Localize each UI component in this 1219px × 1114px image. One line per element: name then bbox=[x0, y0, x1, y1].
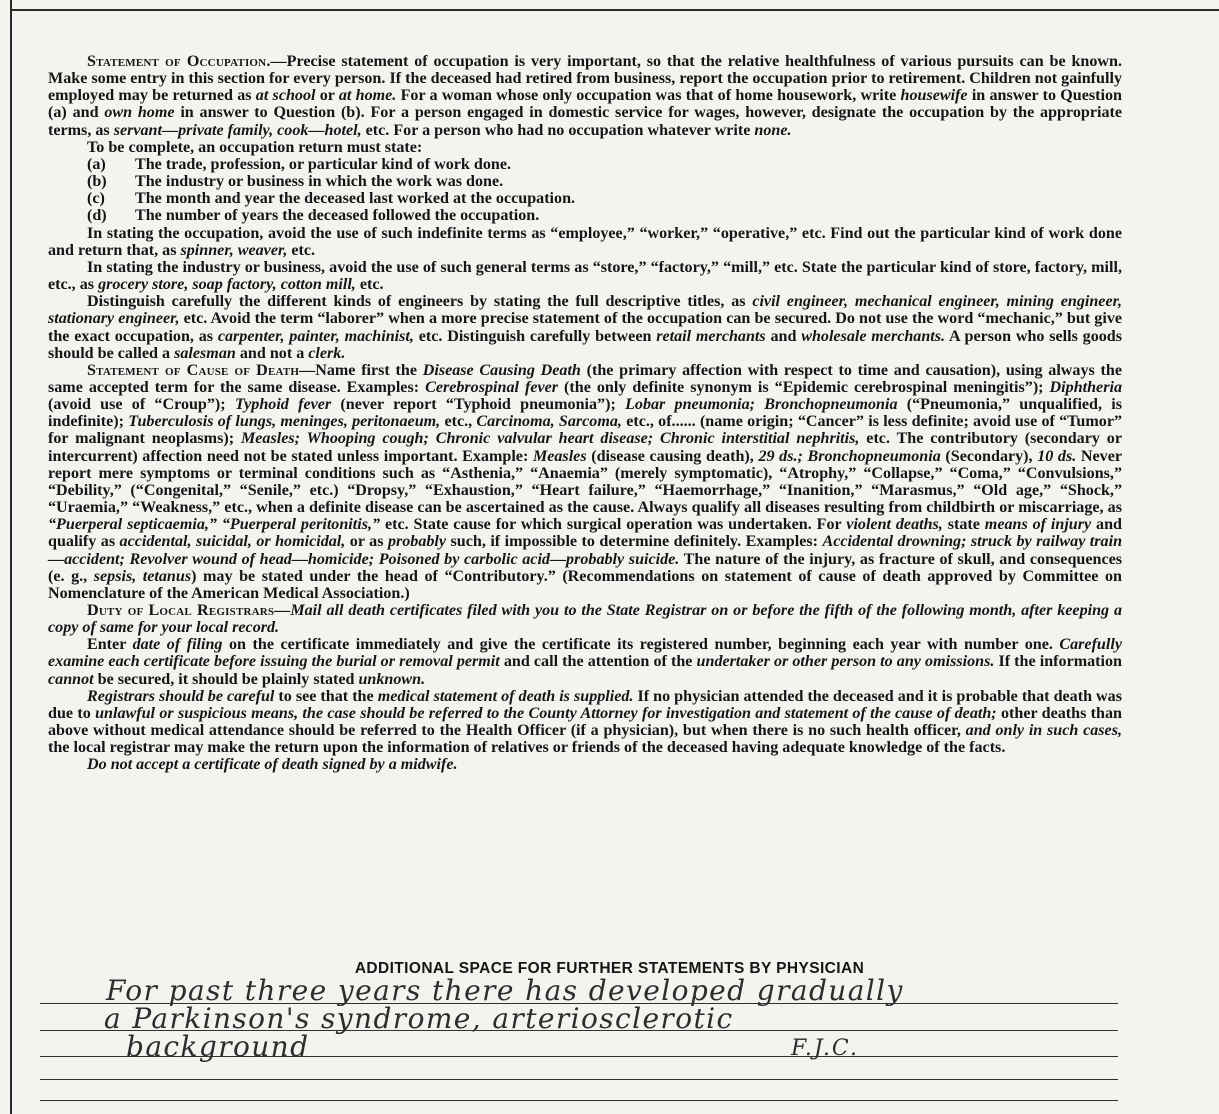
duty-registrars-paragraph: Duty of Local Registrars—Mail all death certificates filed with you to the State Registrar on or before the fifth of the following month, after keeping a copy of same for your local record. bbox=[48, 602, 1122, 637]
handwritten-line-1: For past three years there has developed gradually bbox=[106, 974, 904, 1007]
form-line bbox=[40, 1079, 1118, 1080]
left-border bbox=[10, 0, 12, 1114]
list-item: (c) The month and year the deceased last worked at the occupation. bbox=[87, 190, 576, 208]
cause-of-death-paragraph: Statement of Cause of Death—Name first the Disease Causing Death (the primary affection with respect to time and causation), using always the same accepted term for the same disease. Examples: Cerebrospinal fever (the only definite synonym is “Epidemic cerebrospinal meningitis”); Diphtheria (avoid use of “Croup”); Typhoid fever (never report “Typhoid pneumonia”); Lobar pneumonia; Bronchopneumonia (“Pneumonia,” unqualified, is indefinite); Tuberculosis of lungs, meninges, peritonaeum, etc., Carcinoma, Sarcoma, etc., of...... (name origin; “Cancer” is less definite; avoid use of “Tumor” for malignant neoplasms); Measles; Whooping cough; Chronic valvular heart disease; Chronic interstitial nephritis, etc. The contributory (secondary or intercurrent) affection need not be stated unless important. Example: Measles (disease causing death), 29 ds.; Bronchopneumonia (Secondary), 10 ds. Never report mere symptoms or terminal conditions such as “Asthenia,” “Anaemia” (merely symptomatic), “Atrophy,” “Collapse,” “Coma,” “Convulsions,” “Debility,” (“Congenital,” “Senile,” etc.) “Dropsy,” “Exhaustion,” “Heart failure,” “Haemorrhage,” “Inanition,” “Marasmus,” “Old age,” “Shock,” “Uraemia,” “Weakness,” etc., when a definite disease can be ascertained as the cause. Always qualify all diseases resulting from childbirth or miscarriage, as “Puerperal septicaemia,” “Puerperal peritonitis,” etc. State cause for which surgical operation was undertaken. For violent deaths, state means of injury and qualify as accidental, suicidal, or homicidal, or as probably such, if impossible to determine definitely. Examples: Accidental drowning; struck by railway train—accident; Revolver wound of head—homicide; Poisoned by carbolic acid—probably suicide. The nature of the injury, as fracture of skull, and consequences (e. g., sepsis, tetanus) may be stated under the head of “Contributory.” (Recommendations on statement of cause of death approved by Committee on Nomenclature of the American Medical Association.) bbox=[48, 361, 1123, 602]
registrars-careful-paragraph: Registrars should be careful to see that the medical statement of death is supplied. If no physician attended the deceased and it is probable that death was due to unlawful or suspicious means, the case should be referred to the County Attorney for investigation and statement of the cause of death; other deaths than above without medical attendance should be referred to the Health Officer (if a physician), but when there is no such health officer, and only in such cases, the local registrar may make the return upon the information of relatives or friends of the deceased having adequate knowledge of the facts. bbox=[48, 687, 1122, 757]
midwife-note: Do not accept a certificate of death signed by a midwife. bbox=[87, 756, 458, 774]
occupation-heading: Statement of Occupation. bbox=[87, 53, 271, 70]
additional-space-heading: ADDITIONAL SPACE FOR FURTHER STATEMENTS BY PHYSICIAN bbox=[354, 960, 865, 977]
handwritten-line-3: background bbox=[126, 1030, 310, 1063]
list-item: (b) The industry or business in which the work was done. bbox=[87, 173, 504, 191]
industry-paragraph: In stating the industry or business, avoid the use of such general terms as “store,” “factory,” “mill,” etc. State the particular kind of store, factory, mill, etc., as grocery store, soap factory, cotton mill, etc. bbox=[48, 258, 1122, 294]
top-border bbox=[10, 9, 1219, 11]
indefinite-terms-paragraph: In stating the occupation, avoid the use of such indefinite terms as “employee,” “worker,” “operative,” etc. Find out the particular kind of work done and return that, as spinner, weaver, etc. bbox=[48, 224, 1122, 259]
occupation-list bbox=[87, 156, 1122, 225]
list-item: (d) The number of years the deceased followed the occupation. bbox=[87, 207, 540, 225]
filing-paragraph: Enter date of filing on the certificate immediately and give the certificate its registered number, beginning each year with number one. Carefully examine each certificate before issuing the burial or removal permit and call the attention of the undertaker or other person to any omissions. If the information cannot be secured, it should be plainly stated unknown. bbox=[48, 636, 1122, 688]
form-line bbox=[40, 1100, 1118, 1101]
instructions-text bbox=[48, 53, 1122, 774]
duty-heading: Duty of Local Registrars bbox=[87, 602, 275, 619]
handwritten-line-2: a Parkinson's syndrome, arteriosclerotic bbox=[104, 1002, 734, 1035]
cause-heading: Statement of Cause of Death bbox=[87, 361, 300, 379]
occupation-intro: Statement of Occupation.—Precise statement of occupation is very important, so that the relative healthfulness of various pursuits can be known. Make some entry in this section for every person. If the deceased had retired from business, report the occupation prior to retirement. Children not gainfully employed may be returned as at school or at home. For a woman whose only occupation was that of home housework, write housewife in answer to Question (a) and own home in answer to Question (b). For a person engaged in domestic service for wages, however, designate the occupation by the appropriate terms, as servant—private family, cook—hotel, etc. For a person who had no occupation whatever write none. bbox=[48, 53, 1123, 139]
list-item: (a) The trade, profession, or particular kind of work done. bbox=[87, 155, 511, 173]
complete-line: To be complete, an occupation return must state: bbox=[87, 138, 423, 156]
engineers-paragraph: Distinguish carefully the different kinds of engineers by stating the full descriptive titles, as civil engineer, mechanical engineer, mining engineer, stationary engineer, etc. Avoid the term “laborer” when a more precise statement of the occupation can be secured. Do not use the word “mechanic,” but give the exact occupation, as carpenter, painter, machinist, etc. Distinguish carefully between retail merchants and wholesale merchants. A person who sells goods should be called a salesman and not a clerk. bbox=[48, 293, 1123, 362]
physician-initials: F.J.C. bbox=[791, 1036, 859, 1061]
